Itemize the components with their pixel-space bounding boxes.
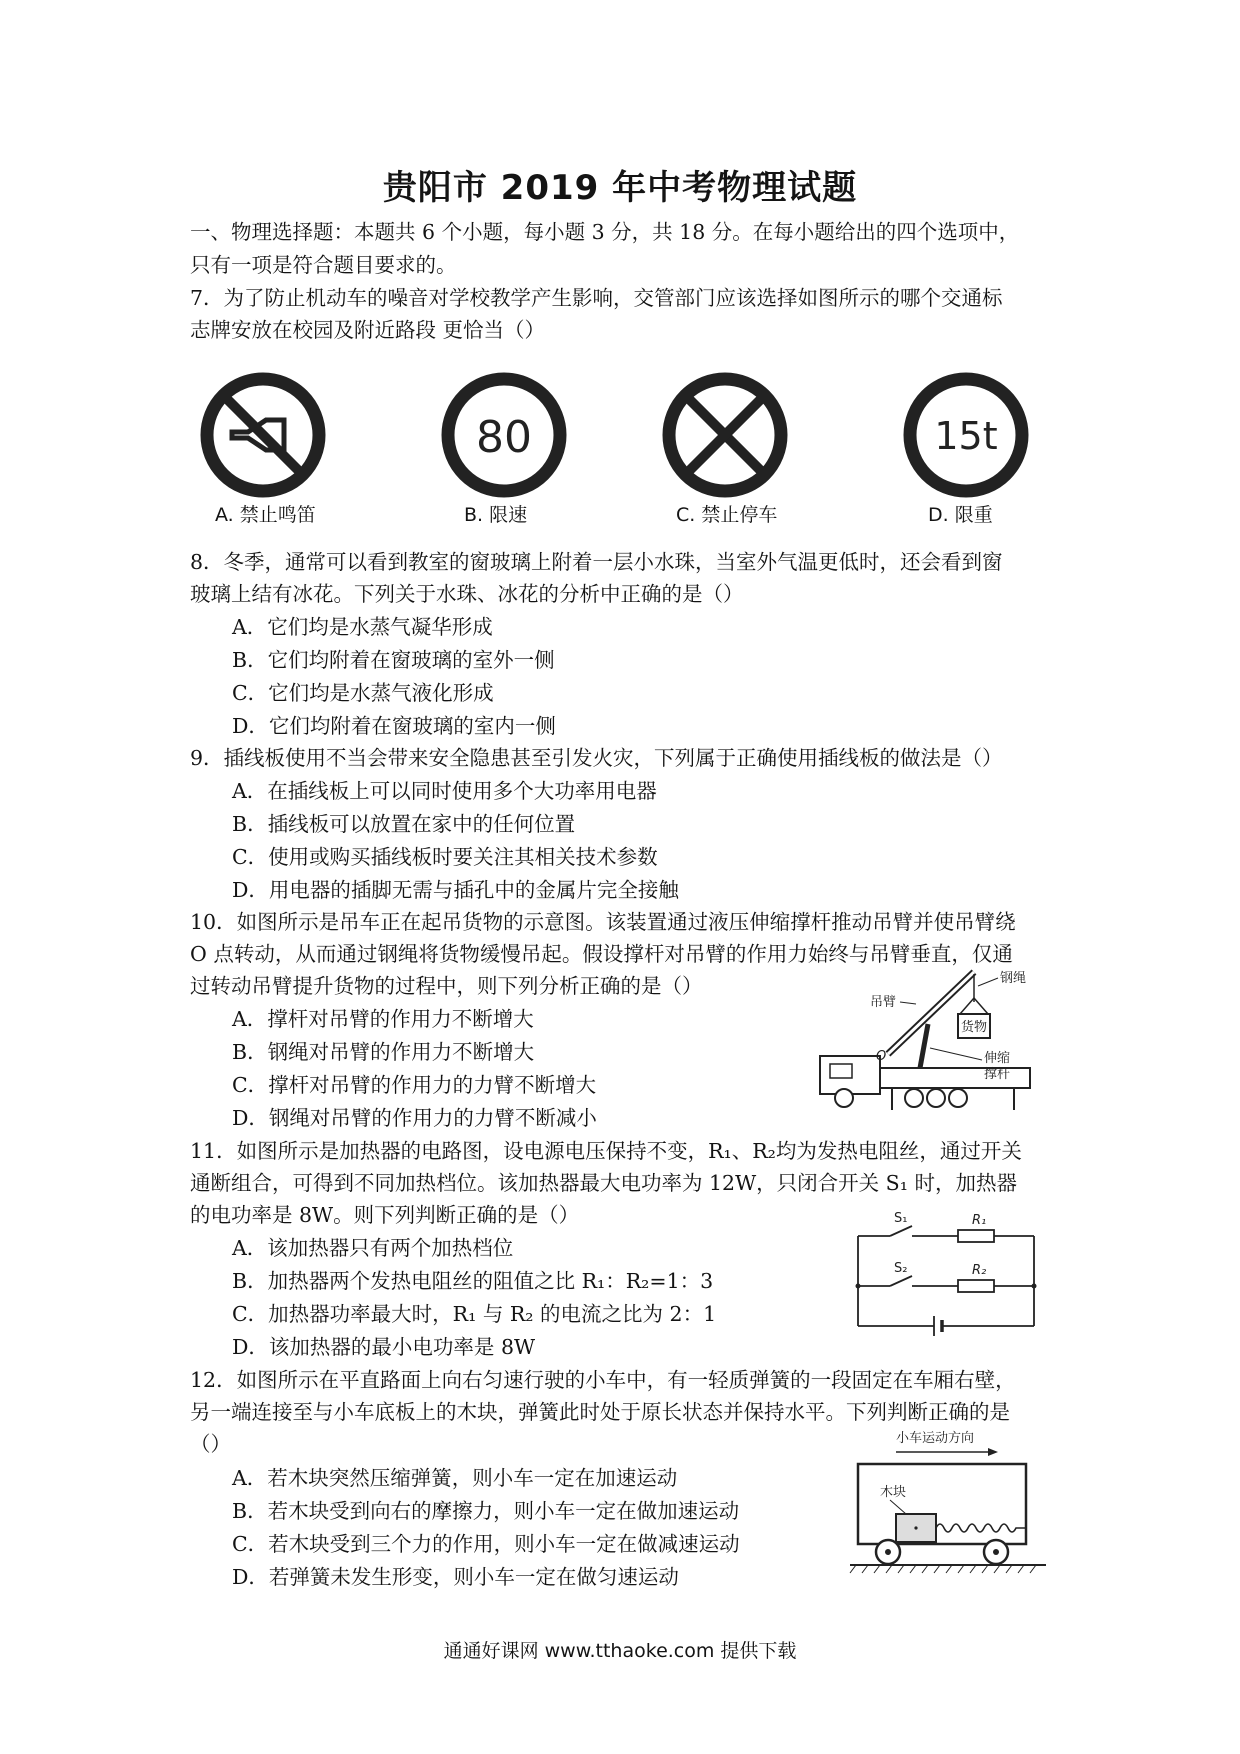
q9-stem-line1: 9．插线板使用不当会带来安全隐患甚至引发火灾，下列属于正确使用插线板的做法是（） [190, 746, 1003, 770]
q10-option-b: B．钢绳对吊臂的作用力不断增大 [232, 1040, 535, 1064]
weight-limit-sign-icon [903, 372, 1029, 498]
s1-label: S₁ [894, 1211, 908, 1226]
q11-stem-line3: 的电功率是 8W。则下列判断正确的是（） [190, 1203, 580, 1227]
q8-stem-line2: 玻璃上结有冰花。下列关于水珠、冰花的分析中正确的是（） [190, 582, 744, 606]
sign-caption-a: A. 禁止鸣笛 [215, 504, 316, 526]
q11-option-d: D．该加热器的最小电功率是 8W [232, 1335, 536, 1359]
q8-option-c: C．它们均是水蒸气液化形成 [232, 681, 494, 705]
q7-stem-line2: 志牌安放在校园及附近路段 更恰当（） [190, 318, 546, 342]
q10-stem-line3: 过转动吊臂提升货物的过程中，则下列分析正确的是（） [190, 974, 703, 998]
q10-option-d: D．钢绳对吊臂的作用力的力臂不断减小 [232, 1106, 597, 1130]
cart-figure [848, 1428, 1048, 1576]
direction-label: 小车运动方向 [896, 1431, 975, 1446]
q7-stem-line1: 7．为了防止机动车的噪音对学校教学产生影响，交管部门应该选择如图所示的哪个交通标 [190, 286, 1003, 310]
speed-limit-sign-icon [441, 372, 567, 498]
no-parking-sign-icon [662, 372, 788, 498]
sign-caption-b: B. 限速 [464, 504, 528, 526]
circuit-figure [850, 1208, 1042, 1338]
q12-option-d: D．若弹簧未发生形变，则小车一定在做匀速运动 [232, 1565, 679, 1589]
q9-option-a: A．在插线板上可以同时使用多个大功率用电器 [232, 779, 657, 803]
q10-stem-line2: O 点转动，从而通过钢绳将货物缓慢吊起。假设撑杆对吊臂的作用力始终与吊臂垂直，仅通 [190, 942, 1013, 966]
q11-option-a: A．该加热器只有两个加热档位 [232, 1236, 514, 1260]
sign-caption-d: D. 限重 [928, 504, 993, 526]
s2-label: S₂ [894, 1261, 908, 1276]
cart-body [858, 1464, 1026, 1544]
q10-option-c: C．撑杆对吊臂的作用力的力臂不断增大 [232, 1073, 597, 1097]
q11-stem-line2: 通断组合，可得到不同加热档位。该加热器最大电功率为 12W，只闭合开关 S₁ 时，加热器 [190, 1171, 1017, 1195]
r2-label: R₂ [972, 1263, 987, 1278]
q11-option-c: C．加热器功率最大时，R₁ 与 R₂ 的电流之比为 2：1 [232, 1302, 717, 1326]
q12-stem-line2: 另一端连接至与小车底板上的木块，弹簧此时处于原长状态并保持水平。下列判断正确的是 [190, 1400, 1010, 1424]
q12-option-c: C．若木块受到三个力的作用，则小车一定在做减速运动 [232, 1532, 740, 1556]
resistor-r2 [958, 1280, 994, 1292]
q12-stem-line3: （） [190, 1432, 231, 1456]
rod-label-2: 撑杆 [984, 1067, 1011, 1082]
svg-text:货物: 货物 [960, 1020, 988, 1035]
telescopic-rod [920, 1024, 928, 1068]
sign-caption-c: C. 禁止停车 [676, 504, 778, 526]
q10-option-a: A．撑杆对吊臂的作用力不断增大 [232, 1007, 534, 1031]
rod-label-1: 伸缩 [984, 1051, 1011, 1066]
q11-option-b: B．加热器两个发热电阻丝的阻值之比 R₁：R₂=1：3 [232, 1269, 714, 1293]
q12-option-b: B．若木块受到向右的摩擦力，则小车一定在做加速运动 [232, 1499, 740, 1523]
switch-s2 [890, 1276, 912, 1286]
resistor-r1 [958, 1230, 994, 1242]
q8-option-a: A．它们均是水蒸气凝华形成 [232, 615, 493, 639]
q8-stem-line1: 8．冬季，通常可以看到教室的窗玻璃上附着一层小水珠，当室外气温更低时，还会看到窗 [190, 550, 1003, 574]
weight-limit-text: 15t [934, 414, 998, 458]
rope-label: 钢绳 [1000, 971, 1027, 986]
spring [936, 1524, 1026, 1532]
q9-option-b: B．插线板可以放置在家中的任何位置 [232, 812, 576, 836]
q12-option-a: A．若木块突然压缩弹簧，则小车一定在加速运动 [232, 1466, 678, 1490]
arm-label: 吊臂 [870, 995, 897, 1010]
q11-stem-line1: 11．如图所示是加热器的电路图，设电源电压保持不变，R₁、R₂均为发热电阻丝，通过开关 [190, 1139, 1022, 1163]
q9-option-c: C．使用或购买插线板时要关注其相关技术参数 [232, 845, 658, 869]
speed-limit-text: 80 [476, 412, 532, 463]
switch-s1 [890, 1226, 912, 1236]
q12-stem-line1: 12．如图所示在平直路面上向右匀速行驶的小车中，有一轻质弹簧的一段固定在车厢右壁， [190, 1368, 1016, 1392]
section-intro-line1: 一、物理选择题：本题共 6 个小题，每小题 3 分，共 18 分。在每小题给出的四个选项中， [190, 220, 1020, 244]
q8-option-d: D．它们均附着在窗玻璃的室内一侧 [232, 714, 556, 738]
pivot-label: O [876, 1049, 887, 1064]
section-intro-line2: 只有一项是符合题目要求的。 [190, 253, 457, 277]
q10-stem-line1: 10．如图所示是吊车正在起吊货物的示意图。该装置通过液压伸缩撑杆推动吊臂并使吊臂绕 [190, 910, 1016, 934]
q9-option-d: D．用电器的插脚无需与插孔中的金属片完全接触 [232, 878, 679, 902]
footer-credit: 通通好课网 www.tthaoke.com 提供下载 [443, 1640, 797, 1662]
q8-option-b: B．它们均附着在窗玻璃的室外一侧 [232, 648, 555, 672]
r1-label: R₁ [972, 1213, 987, 1228]
crane-figure [808, 968, 1070, 1118]
block-label: 木块 [880, 1485, 907, 1500]
truck-cab [820, 1056, 880, 1094]
no-horn-sign-icon [200, 372, 326, 498]
page-title: 贵阳市 2019 年中考物理试题 [382, 168, 858, 208]
